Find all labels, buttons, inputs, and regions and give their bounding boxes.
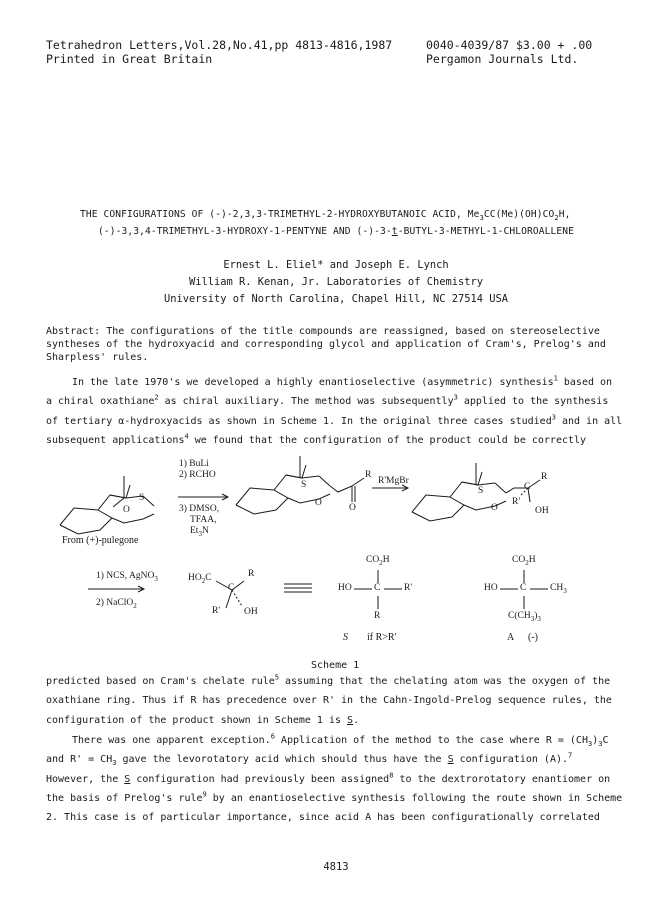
- grignard-reagent: R'MgBr: [378, 476, 409, 486]
- reagent-ncs: 1) NCS, AgNO$_3$: [96, 571, 158, 583]
- atom-carbonyl-o: O: [349, 503, 356, 513]
- fischer2-right: $CH_3$: [550, 583, 567, 595]
- oxathiane-structure-1: [60, 476, 154, 534]
- source-label: From (+)-pulegone: [62, 535, 139, 546]
- page-number: 4813: [323, 861, 349, 873]
- atom-o-3: O: [491, 503, 498, 513]
- fischer2-top: $CO_2H$: [512, 555, 536, 567]
- atom-r-3: R: [541, 472, 548, 482]
- paragraph-3: There was one apparent exception.$^6$ Application of the method to the case where $R = (CH_3)_3C$ and $R' = CH_3$ gave the levorotatory acid which should thus have the S configuration (A).$^7$ However, the S configuration had previously been assigned$^8$ to the dextrorotatory enantiomer on the basis of Prelog's rule$^9$ by an enantioselective synthesis following the route shown in Scheme 2. This case is of particular importance, since acid A has been configurationally correlated: [46, 732, 623, 824]
- atom-s-2: S: [301, 480, 307, 490]
- fischer1-left: HO: [338, 583, 352, 593]
- label-condition: if R>R': [367, 632, 397, 643]
- fischer1-center: C: [374, 583, 381, 593]
- scheme-caption: Scheme 1: [311, 660, 360, 671]
- fischer2-center: C: [520, 583, 527, 593]
- fischer1-top: $CO_2H$: [366, 555, 390, 567]
- reagent-naclo2: 2) NaClO$_2$: [96, 598, 137, 610]
- atom-c-3: C: [524, 482, 531, 492]
- label-a: A: [507, 632, 515, 643]
- atom-s-1: S: [139, 493, 145, 503]
- paragraph-1: In the late 1970's we developed a highly enantioselective (asymmetric) synthesis$^1$ based on a chiral oxathiane$^2$ as chiral auxiliary. The method was subsequently$^3$ applied to the synthesis of tertiary α-hydroxyacids as shown in Scheme 1. In the original three cases studied$^3$ and in all subsequent applications$^4$ we found that the configuration of the product could be correctly: [46, 374, 623, 446]
- reagent-step-3-base: $Et_3N$: [190, 526, 209, 538]
- acid-ho2c: $HO_2C$: [188, 573, 212, 585]
- atom-o-1: O: [123, 505, 130, 515]
- reagent-step-3: 3) DMSO,: [179, 504, 220, 514]
- label-s: S: [343, 632, 348, 643]
- title-line-2: (-)-3,3,4-TRIMETHYL-3-HYDROXY-1-PENTYNE AND (-)-3-t-BUTYL-3-METHYL-1-CHLOROALLENE: [98, 226, 574, 237]
- journal-citation: Tetrahedron Letters,Vol.28,No.41,pp 4813-4816,1987: [46, 38, 393, 52]
- paragraph-2: predicted based on Cram's chelate rule$^5$ assuming that the chelating atom was the oxygen of the oxathiane ring. Thus if R has precedence over R' in the Cahn-Ingold-Prelog sequence rules, the configuration of the product shown in Scheme 1 is S.: [46, 673, 612, 726]
- price-code: 0040-4039/87 $3.00 + .00: [426, 38, 593, 52]
- atom-oh-3: OH: [535, 506, 549, 516]
- fischer2-left: HO: [484, 583, 498, 593]
- reagent-step-1: 1) BuLi: [179, 459, 209, 469]
- acid-c: C: [228, 583, 235, 593]
- title-line-1: THE CONFIGURATIONS OF (-)-2,3,3-TRIMETHYL-2-HYDROXYBUTANOIC ACID, $Me_3CC(Me)(OH)CO_2H$,: [80, 209, 571, 222]
- atom-rprime-3: R': [512, 497, 521, 507]
- scheme-1-drawing: [0, 450, 672, 660]
- acid-r: R: [248, 569, 255, 579]
- printed-location: Printed in Great Britain: [46, 52, 213, 66]
- fischer2-bottom: $C(CH_3)_3$: [508, 611, 541, 623]
- reagent-step-3-tfaa: TFAA,: [190, 515, 217, 525]
- authors: Ernest L. Eliel* and Joseph E. Lynch: [223, 259, 449, 271]
- reagent-step-2: 2) RCHO: [179, 470, 216, 480]
- oxathiane-structure-2: [236, 456, 364, 514]
- acid-oh: OH: [244, 607, 258, 617]
- fischer1-bottom: R: [374, 611, 381, 621]
- publisher: Pergamon Journals Ltd.: [426, 52, 579, 66]
- affiliation-university: University of North Carolina, Chapel Hill, NC 27514 USA: [163, 293, 509, 305]
- affiliation-lab: William R. Kenan, Jr. Laboratories of Chemistry: [188, 276, 484, 288]
- acid-rprime: R': [212, 606, 221, 616]
- abstract: Abstract: The configurations of the title compounds are reassigned, based on stereoselective syntheses of the hydroxyacid and corresponding glycol and application of Cram's, Prelog's and Sharpless' rules.: [46, 326, 606, 363]
- atom-s-3: S: [478, 486, 484, 496]
- atom-r-2: R: [365, 470, 372, 480]
- label-rotation: (-): [528, 632, 538, 643]
- oxathiane-structure-3: [412, 463, 540, 521]
- atom-o-2: O: [315, 498, 322, 508]
- fischer1-right: R': [404, 583, 413, 593]
